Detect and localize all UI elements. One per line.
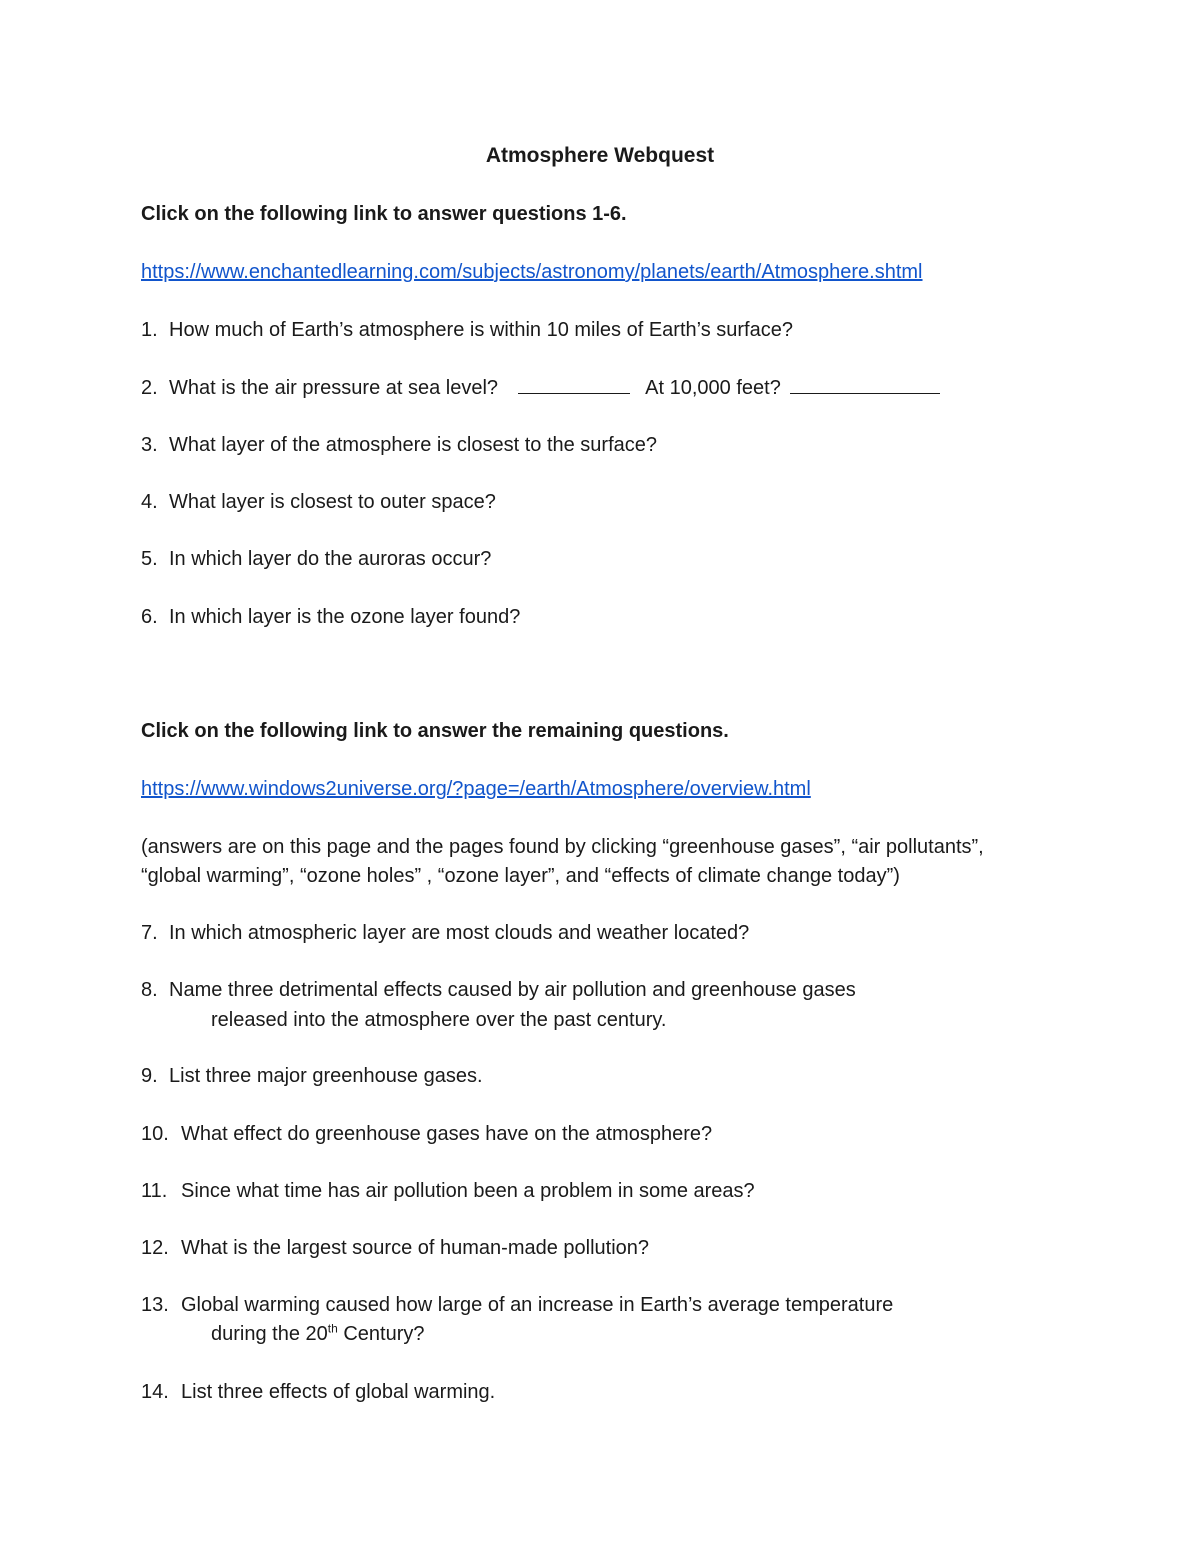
- question-text: List three major greenhouse gases.: [169, 1065, 483, 1087]
- question-number: 6.: [141, 606, 158, 628]
- continuation-text: Century?: [337, 1323, 425, 1345]
- continuation-text: during the 20: [211, 1323, 328, 1345]
- question-12: [141, 1234, 649, 1262]
- question-text: At 10,000 feet?: [645, 377, 781, 399]
- question-number: 11.: [141, 1180, 168, 1202]
- section1-heading: Click on the following link to answer questions 1-6.: [141, 203, 627, 225]
- question-number: 8.: [141, 979, 158, 1001]
- superscript-th: th: [327, 1321, 338, 1336]
- question-number: 13.: [141, 1294, 169, 1316]
- question-number: 12.: [141, 1237, 169, 1259]
- question-text: What is the air pressure at sea level?: [169, 377, 499, 399]
- question-11: [141, 1177, 755, 1205]
- question-13: [141, 1291, 893, 1319]
- question-text: Name three detrimental effects caused by air pollution and greenhouse gases: [169, 979, 856, 1001]
- question-8: [141, 976, 856, 1004]
- question-text: What layer is closest to outer space?: [169, 491, 496, 513]
- question-number: 14.: [141, 1381, 169, 1403]
- question-14: [141, 1378, 495, 1406]
- section2-heading: Click on the following link to answer the remaining questions.: [141, 720, 729, 742]
- question-3: [141, 431, 657, 459]
- enchanted-learning-link[interactable]: https://www.enchantedlearning.com/subjects/astronomy/planets/earth/Atmosphere.shtml: [141, 261, 923, 283]
- question-text: In which layer is the ozone layer found?: [169, 606, 521, 628]
- question-number: 9.: [141, 1065, 158, 1087]
- question-number: 3.: [141, 434, 158, 456]
- page-title: Atmosphere Webquest: [485, 144, 715, 167]
- question-5: [141, 545, 491, 573]
- question-text: In which layer do the auroras occur?: [169, 548, 492, 570]
- question-8-continuation: released into the atmosphere over the past century.: [211, 1009, 667, 1031]
- question-text: What is the largest source of human-made pollution?: [181, 1237, 650, 1259]
- question-2: [141, 374, 940, 402]
- question-13-continuation: [211, 1320, 425, 1348]
- question-1: [141, 316, 793, 344]
- question-text: What effect do greenhouse gases have on the atmosphere?: [181, 1123, 713, 1145]
- question-text: How much of Earth’s atmosphere is within 10 miles of Earth’s surface?: [169, 319, 793, 341]
- question-text: Global warming caused how large of an increase in Earth’s average temperature: [181, 1294, 894, 1316]
- answer-blank-10000-feet[interactable]: [790, 375, 940, 394]
- instructions-note-line-1: (answers are on this page and the pages found by clicking “greenhouse gases”, “air pollutants”,: [141, 836, 984, 858]
- answer-blank-sea-level[interactable]: [518, 375, 630, 394]
- question-number: 1.: [141, 319, 158, 341]
- question-number: 4.: [141, 491, 158, 513]
- question-4: [141, 488, 496, 516]
- question-9: [141, 1062, 483, 1090]
- instructions-note-line-2: “global warming”, “ozone holes” , “ozone layer”, and “effects of climate change today”): [141, 865, 900, 887]
- question-7: [141, 919, 749, 947]
- question-text: What layer of the atmosphere is closest to the surface?: [169, 434, 658, 456]
- question-number: 5.: [141, 548, 158, 570]
- question-text: List three effects of global warming.: [181, 1381, 496, 1403]
- question-number: 7.: [141, 922, 158, 944]
- question-number: 2.: [141, 377, 158, 399]
- question-10: [141, 1120, 712, 1148]
- windows2universe-link[interactable]: https://www.windows2universe.org/?page=/earth/Atmosphere/overview.html: [141, 778, 811, 800]
- question-6: [141, 603, 520, 631]
- question-number: 10.: [141, 1123, 169, 1145]
- question-text: In which atmospheric layer are most clouds and weather located?: [169, 922, 750, 944]
- question-text: Since what time has air pollution been a problem in some areas?: [181, 1180, 755, 1202]
